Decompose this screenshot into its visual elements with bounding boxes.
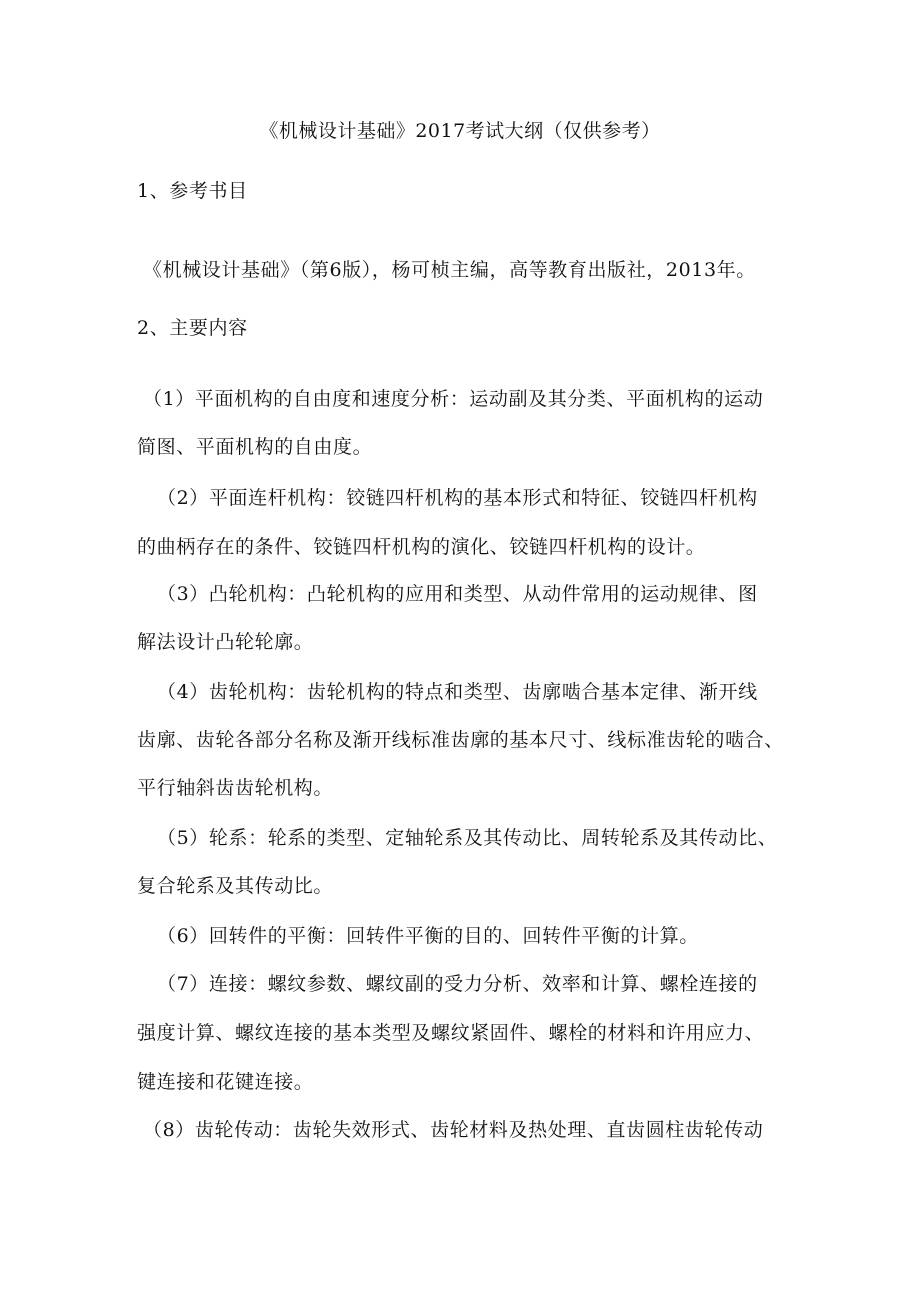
- content-item-line: 平行轴斜齿齿轮机构。: [137, 777, 334, 799]
- content-item-line: 齿廓、齿轮各部分名称及渐开线标准齿廓的基本尺寸、线标准齿轮的啮合、: [137, 729, 784, 751]
- content-item-line: （2）平面连杆机构：铰链四杆机构的基本形式和特征、铰链四杆机构: [157, 487, 758, 509]
- content-item-line: 解法设计凸轮轮廓。: [137, 631, 314, 653]
- content-item-line: （6）回转件的平衡：回转件平衡的目的、回转件平衡的计算。: [157, 925, 699, 947]
- content-item-line: （1）平面机构的自由度和速度分析：运动副及其分类、平面机构的运动: [143, 388, 764, 410]
- content-item-line: 简图、平面机构的自由度。: [137, 436, 373, 458]
- content-item-line: 键连接和花键连接。: [137, 1071, 314, 1093]
- content-item-line: （7）连接：螺纹参数、螺纹副的受力分析、效率和计算、螺栓连接的: [157, 973, 758, 995]
- document-title: 《机械设计基础》2017考试大纲（仅供参考）: [259, 120, 661, 142]
- section-heading-reference-books: 1、参考书目: [137, 180, 248, 202]
- content-item-line: （3）凸轮机构：凸轮机构的应用和类型、从动件常用的运动规律、图: [157, 583, 758, 605]
- content-item-line: （8）齿轮传动：齿轮失效形式、齿轮材料及热处理、直齿圆柱齿轮传动: [143, 1119, 764, 1141]
- reference-book-entry: 《机械设计基础》（第6版），杨可桢主编，高等教育出版社，2013年。: [143, 259, 756, 281]
- content-item-line: （5）轮系：轮系的类型、定轴轮系及其传动比、周转轮系及其传动比、: [157, 827, 778, 849]
- section-heading-main-content: 2、主要内容: [137, 317, 248, 339]
- content-item-line: 强度计算、螺纹连接的基本类型及螺纹紧固件、螺栓的材料和许用应力、: [137, 1022, 765, 1044]
- content-item-line: （4）齿轮机构：齿轮机构的特点和类型、齿廓啮合基本定律、渐开线: [157, 681, 758, 703]
- content-item-line: 的曲柄存在的条件、铰链四杆机构的演化、铰链四杆机构的设计。: [137, 536, 706, 558]
- content-item-line: 复合轮系及其传动比。: [137, 875, 334, 897]
